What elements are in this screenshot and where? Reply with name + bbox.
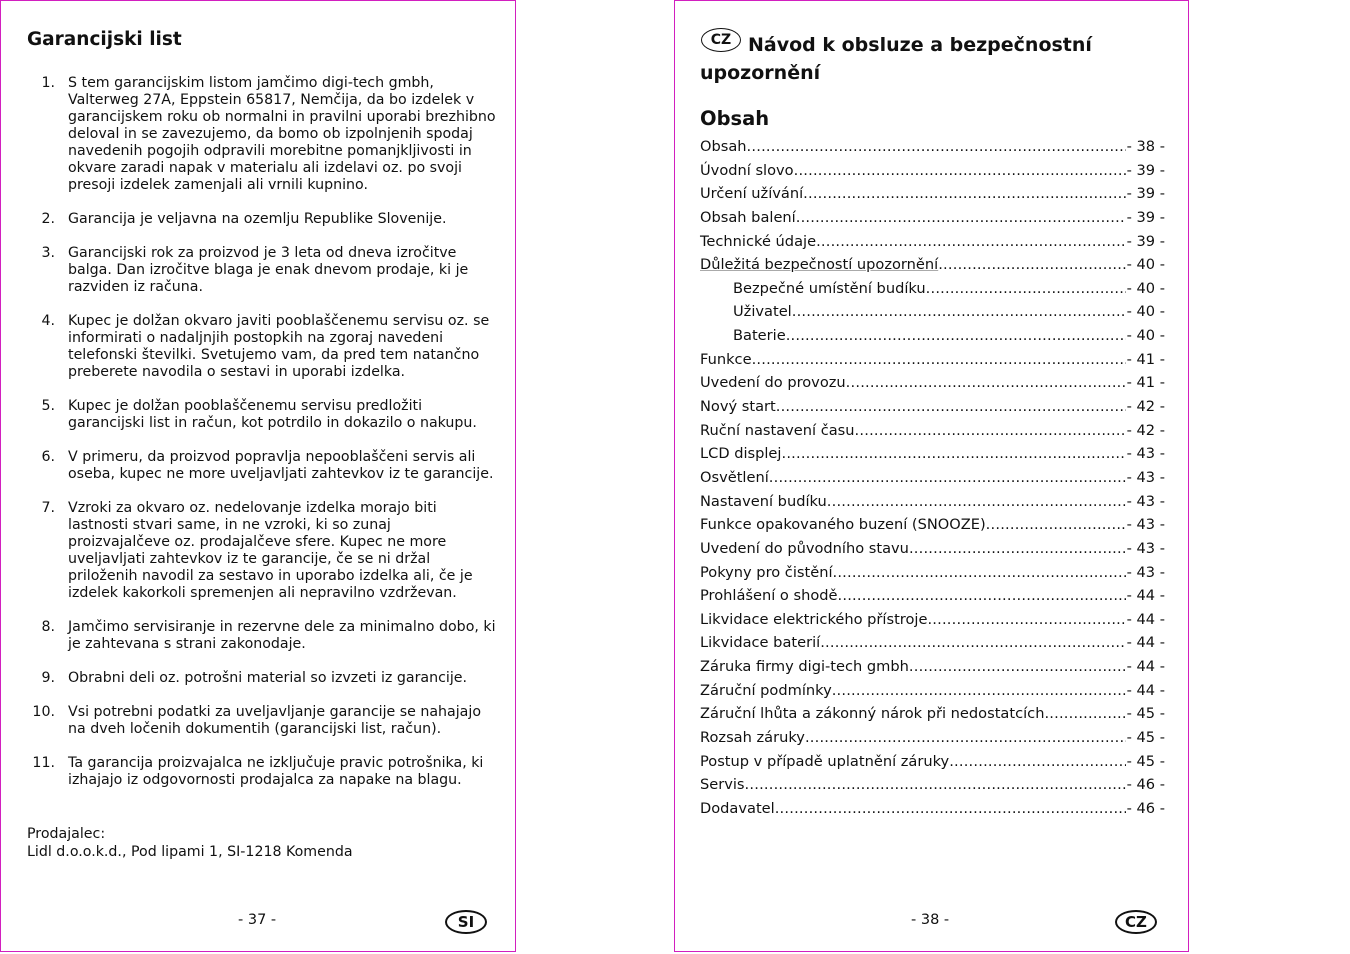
list-item xyxy=(27,449,497,483)
toc-entry-page: - 40 - xyxy=(1126,279,1165,297)
list-item xyxy=(27,75,497,194)
toc-entry-label: Likvidace elektrického přístroje xyxy=(700,610,928,628)
toc-entry[interactable] xyxy=(700,422,1165,446)
toc-dot-leader xyxy=(833,564,1126,581)
toc-entry[interactable] xyxy=(700,445,1165,469)
toc-entry[interactable] xyxy=(700,256,1165,280)
list-item-number: 9. xyxy=(41,670,55,686)
toc-entry-page: - 40 - xyxy=(1126,303,1165,321)
toc-entry[interactable] xyxy=(700,327,1165,351)
language-badge-icon: CZ xyxy=(701,28,741,52)
toc-entry[interactable] xyxy=(700,753,1165,777)
toc-entry-label: Uvedení do provozu xyxy=(700,374,846,392)
toc-dot-leader xyxy=(820,634,1125,651)
list-item-text: Obrabni deli oz. potrošni material so izvzeti iz garancije. xyxy=(68,670,468,686)
list-item-text: Kupec je dolžan okvaro javiti pooblaščenemu servisu oz. se informirati o nadaljnjih postopkih na zgoraj navedeni telefonski številki. Svetujemo vam, da pred tem natančno preberete navodila o sestavi in uporabi izdelka. xyxy=(68,313,490,380)
toc-entry-page: - 44 - xyxy=(1126,658,1165,676)
toc-dot-leader xyxy=(838,587,1126,604)
toc-entry[interactable] xyxy=(700,800,1165,824)
toc-dot-leader xyxy=(1044,705,1125,722)
toc-entry-page: - 43 - xyxy=(1126,492,1165,510)
language-badge-icon: SI xyxy=(445,910,487,934)
toc-entry[interactable] xyxy=(700,398,1165,422)
toc-entry-label: Záruka firmy digi-tech gmbh xyxy=(700,658,909,676)
toc-entry-page: - 41 - xyxy=(1126,350,1165,368)
toc-entry-page: - 44 - xyxy=(1126,587,1165,605)
toc-entry-label: Uživatel xyxy=(733,303,792,321)
toc-dot-leader xyxy=(986,516,1126,533)
list-item-text: Kupec je dolžan pooblaščenemu servisu predložiti garancijski list in račun, kot potrdilo in dokazilo o nakupu. xyxy=(68,398,477,431)
list-item-text: Vsi potrebni podatki za uveljavljanje garancije se nahajajo na dveh ločenih dokumentih (garancijski list, račun). xyxy=(68,704,482,737)
list-item-number: 7. xyxy=(41,500,55,516)
toc-dot-leader xyxy=(827,493,1126,510)
toc-entry[interactable] xyxy=(700,351,1165,375)
list-item-text: V primeru, da proizvod popravlja nepooblaščeni servis ali oseba, kupec ne more uveljavljati zahtevkov iz te garancije. xyxy=(68,449,494,482)
toc-entry-page: - 39 - xyxy=(1126,208,1165,226)
toc-dot-leader xyxy=(775,800,1126,817)
toc-dot-leader xyxy=(816,233,1126,250)
toc-entry[interactable] xyxy=(700,303,1165,327)
list-item-number: 8. xyxy=(41,619,55,635)
toc-entry-page: - 38 - xyxy=(1126,138,1165,155)
toc-entry-label: Určení užívání xyxy=(700,185,804,203)
list-item xyxy=(27,619,497,653)
toc-entry[interactable] xyxy=(700,634,1165,658)
page-left xyxy=(0,0,516,952)
toc-dot-leader xyxy=(909,658,1126,675)
list-item-text: Ta garancija proizvajalca ne izključuje pravic potrošnika, ki izhajajo iz odgovornosti prodajalca za napake na blagu. xyxy=(68,755,484,788)
toc-entry-page: - 39 - xyxy=(1126,161,1165,179)
list-item-text: Vzroki za okvaro oz. nedelovanje izdelka morajo biti lastnosti stvari same, in ne vzroki, ki so zunaj proizvajalčeve oz. prodajalčeve sfere. Kupec ne more uveljavljati zahtevkov iz te garancije, če se ni držal priloženih navodil za sestavo in uporabo izdelka ali, če je izdelek kakorkoli spremenjen ali nepravilno vzdrževan. xyxy=(68,500,473,601)
toc-entry-label: Funkce opakovaného buzení (SNOOZE) xyxy=(700,516,986,534)
toc-entry-page: - 43 - xyxy=(1126,445,1165,463)
toc-entry-label: Dodavatel xyxy=(700,799,775,817)
toc-entry[interactable] xyxy=(700,469,1165,493)
toc-entry-label: Servis xyxy=(700,776,745,794)
toc-dot-leader xyxy=(781,445,1125,462)
toc-entry[interactable] xyxy=(700,729,1165,753)
toc-dot-leader xyxy=(794,162,1126,179)
toc-dot-leader xyxy=(752,351,1126,368)
toc-entry-page: - 45 - xyxy=(1126,729,1165,747)
toc-dot-leader xyxy=(745,776,1126,793)
toc-entry-label: Likvidace baterií xyxy=(700,634,821,652)
list-item xyxy=(27,245,497,296)
list-item-text: S tem garancijskim listom jamčimo digi-tech gmbh, Valterweg 27A, Eppstein 65817, Nemčija, da bo izdelek v garancijskem roku ob normalni in pravilni uporabi brezhibno deloval in se zavezujemo, da bomo ob izpolnjenih spodaj navedenih pogojih odpravili morebitne pomanjkljivosti in okvare zaradi napak v materialu ali izdelavi oz. po svoji presoji izdelek zamenjali ali vrnili kupnino. xyxy=(68,75,496,193)
toc-entry-page: - 42 - xyxy=(1126,421,1165,439)
toc-entry-label: Rozsah záruky xyxy=(700,729,805,747)
list-item-number: 11. xyxy=(32,755,55,771)
toc-entry[interactable] xyxy=(700,658,1165,682)
list-item-number: 5. xyxy=(41,398,55,414)
page-right xyxy=(674,0,1189,952)
toc-entry[interactable] xyxy=(700,564,1165,588)
toc-entry-label: Uvedení do původního stavu xyxy=(700,539,909,557)
list-item xyxy=(27,500,497,602)
toc-entry-page: - 45 - xyxy=(1126,752,1165,770)
toc-entry[interactable] xyxy=(700,233,1165,257)
toc-entry-page: - 45 - xyxy=(1126,705,1165,723)
list-item xyxy=(27,211,497,228)
toc-entry-label: Prohlášení o shodě xyxy=(700,587,838,605)
toc-entry-page: - 46 - xyxy=(1126,776,1165,794)
list-item-text: Garancijski rok za proizvod je 3 leta od dneva izročitve balga. Dan izročitve blaga je enak dnevom prodaje, ki je razviden iz računa. xyxy=(68,245,469,295)
list-item xyxy=(27,704,497,738)
toc-dot-leader xyxy=(832,682,1126,699)
toc-entry[interactable] xyxy=(700,185,1165,209)
toc-dot-leader xyxy=(927,611,1125,628)
list-item-text: Garancija je veljavna na ozemlju Republike Slovenije. xyxy=(68,211,447,227)
toc-dot-leader xyxy=(909,540,1126,557)
toc-entry[interactable] xyxy=(700,540,1165,564)
list-item-number: 10. xyxy=(32,704,55,720)
table-of-contents xyxy=(700,138,1165,824)
toc-dot-leader xyxy=(949,753,1125,770)
toc-entry-label: Postup v případě uplatnění záruky xyxy=(700,752,950,770)
toc-entry-page: - 39 - xyxy=(1126,185,1165,203)
toc-entry-label: Baterie xyxy=(733,327,786,345)
list-item xyxy=(27,313,497,381)
toc-entry[interactable] xyxy=(700,705,1165,729)
toc-entry[interactable] xyxy=(700,280,1165,304)
seller-block xyxy=(27,825,353,861)
toc-entry-label: Důležitá bezpečností upozornění xyxy=(700,256,939,274)
toc-dot-leader xyxy=(803,185,1125,202)
warranty-list xyxy=(27,75,497,806)
toc-entry-label: Záruční lhůta a zákonný nárok při nedostatcích xyxy=(700,705,1045,723)
toc-entry[interactable] xyxy=(700,374,1165,398)
toc-entry-label: Úvodní slovo xyxy=(700,161,794,179)
page-title: Garancijski list xyxy=(27,29,182,50)
toc-dot-leader xyxy=(926,280,1126,297)
toc-entry-label: Pokyny pro čistění xyxy=(700,563,833,581)
toc-entry-label: Obsah xyxy=(700,138,747,155)
list-item-number: 2. xyxy=(41,211,55,227)
toc-entry-label: Ruční nastavení času xyxy=(700,421,855,439)
list-item-text: Jamčimo servisiranje in rezervne dele za minimalno dobo, ki je zahtevana s strani zakonodaje. xyxy=(68,619,496,652)
list-item xyxy=(27,398,497,432)
toc-entry[interactable] xyxy=(700,162,1165,186)
toc-heading: Obsah xyxy=(700,107,770,130)
toc-entry[interactable] xyxy=(700,682,1165,706)
list-item xyxy=(27,670,497,687)
toc-dot-leader xyxy=(855,422,1126,439)
toc-entry-page: - 40 - xyxy=(1126,327,1165,345)
toc-entry-page: - 44 - xyxy=(1126,681,1165,699)
toc-entry[interactable] xyxy=(700,493,1165,517)
toc-entry-label: Nastavení budíku xyxy=(700,492,827,510)
toc-entry[interactable] xyxy=(700,516,1165,540)
page-number: - 38 - xyxy=(911,912,950,928)
toc-entry-label: LCD displej xyxy=(700,445,782,463)
toc-entry-page: - 42 - xyxy=(1126,398,1165,416)
page-title: Návod k obsluze a bezpečnostní upozornění xyxy=(700,34,1092,84)
toc-dot-leader xyxy=(796,209,1126,226)
seller-address: Lidl d.o.o.k.d., Pod lipami 1, SI-1218 Komenda xyxy=(27,844,353,860)
list-item-number: 6. xyxy=(41,449,55,465)
toc-entry-page: - 44 - xyxy=(1126,610,1165,628)
toc-entry-label: Osvětlení xyxy=(700,468,769,486)
list-item xyxy=(27,755,497,789)
toc-dot-leader xyxy=(776,398,1126,415)
list-item-number: 4. xyxy=(41,313,55,329)
toc-entry[interactable] xyxy=(700,209,1165,233)
toc-entry-page: - 41 - xyxy=(1126,374,1165,392)
toc-entry-label: Záruční podmínky xyxy=(700,681,832,699)
toc-dot-leader xyxy=(805,729,1126,746)
toc-dot-leader xyxy=(769,469,1126,486)
toc-entry-page: - 39 - xyxy=(1126,232,1165,250)
toc-entry-page: - 43 - xyxy=(1126,516,1165,534)
language-badge-icon: CZ xyxy=(1115,910,1157,934)
toc-entry[interactable] xyxy=(700,776,1165,800)
toc-entry-page: - 44 - xyxy=(1126,634,1165,652)
toc-entry-page: - 43 - xyxy=(1126,468,1165,486)
toc-entry-label: Bezpečné umístění budíku xyxy=(733,279,926,297)
toc-entry-page: - 46 - xyxy=(1126,799,1165,817)
page-number: - 37 - xyxy=(238,912,277,928)
toc-entry-page: - 40 - xyxy=(1126,256,1165,274)
toc-dot-leader xyxy=(792,303,1126,320)
toc-dot-leader xyxy=(846,374,1126,391)
toc-entry-label: Funkce xyxy=(700,350,752,368)
list-item-number: 1. xyxy=(41,75,55,91)
toc-entry[interactable] xyxy=(700,138,1165,162)
toc-entry-page: - 43 - xyxy=(1126,563,1165,581)
toc-entry[interactable] xyxy=(700,611,1165,635)
toc-entry[interactable] xyxy=(700,587,1165,611)
toc-entry-page: - 43 - xyxy=(1126,539,1165,557)
toc-dot-leader xyxy=(747,138,1126,155)
list-item-number: 3. xyxy=(41,245,55,261)
toc-entry-label: Technické údaje xyxy=(700,232,817,250)
toc-entry-label: Nový start xyxy=(700,398,776,416)
toc-dot-leader xyxy=(938,256,1125,273)
toc-entry-label: Obsah balení xyxy=(700,208,796,226)
seller-label: Prodajalec: xyxy=(27,826,106,842)
toc-dot-leader xyxy=(786,327,1126,344)
